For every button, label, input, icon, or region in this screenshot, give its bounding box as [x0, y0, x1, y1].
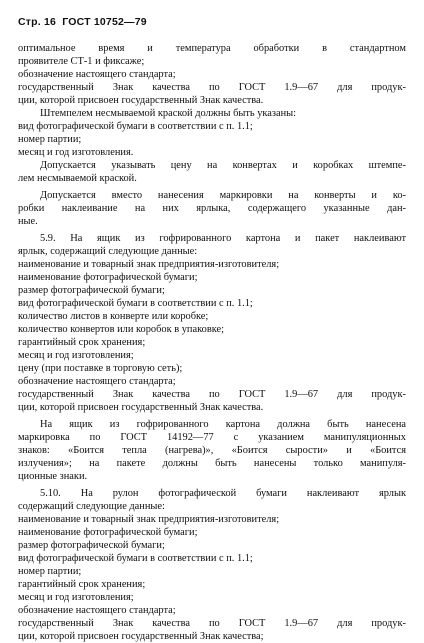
text-line: ярлык, содержащий следующие данные:	[18, 246, 198, 257]
text-line: количество листов в конверте или коробке;	[18, 311, 209, 322]
text-line: ции, которой присвоен государственный Знак качества;	[18, 631, 264, 642]
text-line: гарантийный срок хранения;	[18, 337, 146, 348]
text-line: количество конвертов или коробок в упаковке;	[18, 324, 225, 335]
text-line: наименование фотографической бумаги;	[18, 272, 198, 283]
text-line: проявителе СТ-1 и фиксаже;	[18, 56, 145, 67]
text-line: ные.	[18, 216, 38, 227]
page-header	[18, 16, 147, 29]
text-line: цену (при поставке в торговую сеть);	[18, 363, 183, 374]
text-line: содержащий следующие данные:	[18, 501, 165, 512]
text-line: размер фотографической бумаги;	[18, 285, 165, 296]
text-line: вид фотографической бумаги в соответствии с п. 1.1;	[18, 121, 253, 132]
text-line: обозначение настоящего стандарта;	[18, 69, 176, 80]
text-line: 5.9. На ящик из гофрированного картона и пакет наклеивают	[40, 233, 406, 244]
page-number-label: Стр. 16	[18, 16, 57, 28]
text-line: маркировка по ГОСТ 14192—77 с указанием манипуляционных	[18, 432, 406, 443]
text-line: обозначение настоящего стандарта;	[18, 376, 176, 387]
standard-designation: ГОСТ 10752—79	[62, 16, 147, 28]
text-line: номер партии;	[18, 134, 82, 145]
text-line: знаков: «Боится тепла (нагрева)», «Боится сырости» и «Боится	[18, 445, 406, 456]
text-line: номер партии;	[18, 566, 82, 577]
text-line: излучения»; на пакете должны быть нанесены только манипуля-	[18, 458, 406, 469]
text-line: оптимальное время и температура обработки в стандартном	[18, 43, 406, 54]
text-line: государственный Знак качества по ГОСТ 1.9—67 для продук-	[18, 389, 406, 400]
text-line: наименование и товарный знак предприятия-изготовителя;	[18, 514, 280, 525]
text-line: Штемпелем несмываемой краской должны быть указаны:	[40, 108, 297, 119]
text-line: Допускается указывать цену на конвертах и коробках штемпе-	[40, 160, 406, 171]
text-line: ционные знаки.	[18, 471, 88, 482]
text-line: месяц и год изготовления.	[18, 147, 134, 158]
text-line: обозначение настоящего стандарта;	[18, 605, 176, 616]
text-line: гарантийный срок хранения;	[18, 579, 146, 590]
text-line: наименование и товарный знак предприятия-изготовителя;	[18, 259, 280, 270]
text-line: государственный Знак качества по ГОСТ 1.9—67 для продук-	[18, 618, 406, 629]
text-line: лем несмываемой краской.	[18, 173, 137, 184]
text-line: вид фотографической бумаги в соответствии с п. 1.1;	[18, 298, 253, 309]
text-line: Допускается вместо нанесения маркировки на конверты и ко-	[40, 190, 406, 201]
text-line: робки наклеивание на них ярлыка, содержащего указанные дан-	[18, 203, 406, 214]
text-line: вид фотографической бумаги в соответствии с п. 1.1;	[18, 553, 253, 564]
text-line: На ящик из гофрированного картона должна быть нанесена	[40, 419, 406, 430]
text-line: ции, которой присвоен государственный Знак качества.	[18, 402, 264, 413]
text-line: месяц и год изготовления;	[18, 592, 134, 603]
document-body	[18, 42, 406, 643]
text-line: 5.10. На рулон фотографической бумаги наклеивают ярлык	[40, 488, 406, 499]
text-line: размер фотографической бумаги;	[18, 540, 165, 551]
text-line: наименование фотографической бумаги;	[18, 527, 198, 538]
text-line: государственный Знак качества по ГОСТ 1.9—67 для продук-	[18, 82, 406, 93]
text-line: ции, которой присвоен государственный Знак качества.	[18, 95, 264, 106]
text-line: месяц и год изготовления;	[18, 350, 134, 361]
